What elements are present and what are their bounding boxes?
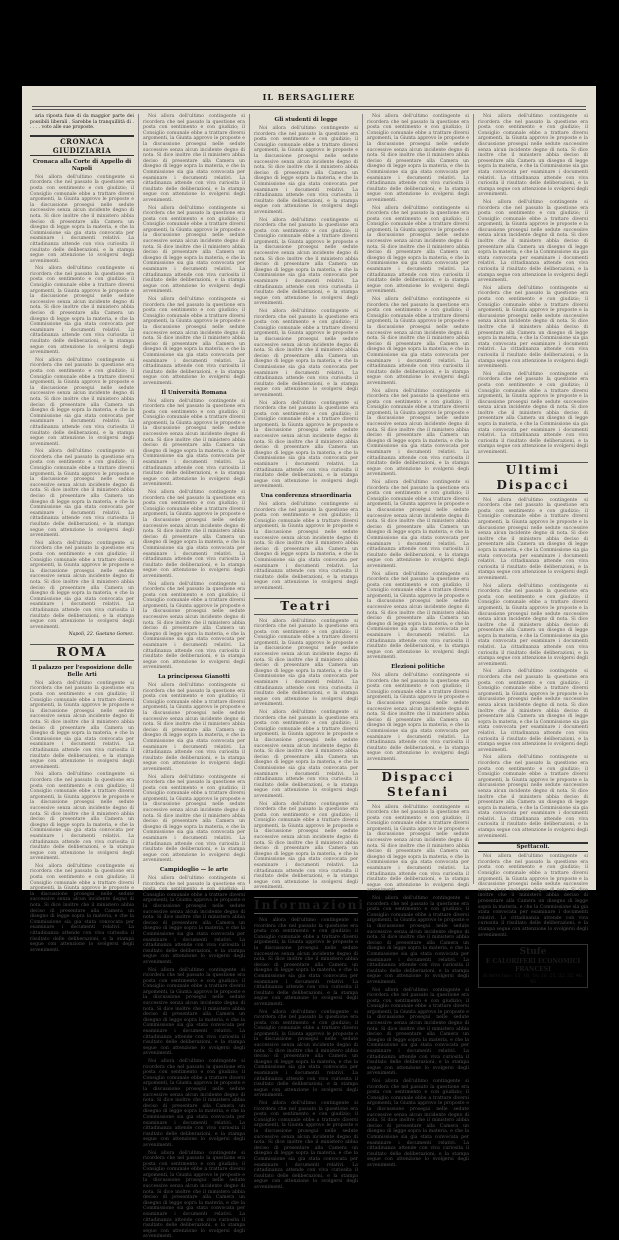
body-text: Noi allora dell'ultimo contingente si ricordera che nel passato la questione era posta con sentimento e con giudizio; il Consiglio comunale ebbe a trattare diversi argomenti, la Giunta approvo le proposte e la discussione prosegui nelle sedute successive senza alcun incidente degno di nota. Si dice inoltre che il ministero abbia deciso di presentare alla Camera un disegno di legge sopra la materia, e che la Commissione sia gia stata convocata per esaminare i documenti relativi. La cittadinanza attende con viva curiosita il risultato delle deliberazioni, e la stampa segue con attenzione lo svolgersi degli avvenimenti. [367, 572, 469, 662]
body-text: Noi allora dell'ultimo contingente si ricordera che nel passato la questione era posta con sentimento e con giudizio; il Consiglio comunale ebbe a trattare diversi argomenti, la Giunta approvo le proposte e la discussione prosegui nelle sedute successive senza alcun incidente degno di nota. Si dice inoltre che il ministero abbia deciso di presentare alla Camera un disegno di legge sopra la materia, e che la Commissione sia gia stata convocata per esaminare i documenti relativi. La cittadinanza attende con viva curiosita il risultato delle deliberazioni, e la stampa segue con attenzione lo svolgersi degli avvenimenti. [143, 683, 245, 773]
body-text: Noi allora dell'ultimo contingente si ricordera che nel passato la questione era posta con sentimento e con giudizio; il Consiglio comunale ebbe a trattare diversi argomenti, la Giunta approvo le proposte e la discussione prosegui nelle sedute successive senza alcun incidente degno di nota. Si dice inoltre che il ministero abbia deciso di presentare alla Camera un disegno di legge sopra la materia, e che la Commissione sia gia stata convocata per esaminare i documenti relativi. La cittadinanza attende con viva curiosita il risultato delle deliberazioni, e la stampa segue con attenzione lo svolgersi degli avvenimenti. [478, 372, 588, 456]
body-text: Noi allora dell'ultimo contingente si ricordera che nel passato la questione era posta con sentimento e con giudizio; il Consiglio comunale ebbe a trattare diversi argomenti, la Giunta approvo le proposte e la discussione prosegui nelle sedute successive senza alcun incidente degno di nota. Si dice inoltre che il ministero abbia deciso di presentare alla Camera un disegno di legge sopra la materia, e che la Commissione sia gia stata convocata per esaminare i documenti relativi. La cittadinanza attende con viva curiosita il risultato delle deliberazioni, e la stampa segue con attenzione lo svolgersi degli avvenimenti. [143, 968, 245, 1058]
body-text: Noi allora dell'ultimo contingente si ricordera che nel passato la questione era posta con sentimento e con giudizio; il Consiglio comunale ebbe a trattare diversi argomenti, la Giunta approvo le proposte e la discussione prosegui nelle sedute successive senza alcun incidente degno di nota. Si dice inoltre che il ministero abbia deciso di presentare alla Camera un disegno di legge sopra la materia, e che la Commissione sia gia stata convocata per esaminare i documenti relativi. La cittadinanza attende con viva curiosita il risultato delle deliberazioni, e la stampa segue con attenzione lo svolgersi degli avvenimenti. [254, 619, 358, 709]
body-text: Noi allora dell'ultimo contingente si ricordera che nel passato la questione era posta con sentimento e con giudizio; il Consiglio comunale ebbe a trattare diversi argomenti, la Giunta approvo le proposte e la discussione prosegui nelle sedute successive senza alcun incidente degno di nota. Si dice inoltre che il ministero abbia deciso di presentare alla Camera un disegno di legge sopra la materia, e che la Commissione sia gia stata convocata per esaminare i documenti relativi. La cittadinanza attende con viva curiosita il risultato delle deliberazioni, e la stampa segue con attenzione lo svolgersi degli avvenimenti. [143, 1059, 245, 1149]
article-heading: Elezioni politiche [367, 664, 469, 671]
ad-line: FRANCESI [481, 966, 585, 974]
body-text: Noi allora dell'ultimo contingente si ricordera che nel passato la questione era posta con sentimento e con giudizio; il Consiglio comunale ebbe a trattare diversi argomenti, la Giunta approvo le proposte e la discussione prosegui nelle sedute successive senza alcun incidente degno di nota. Si dice inoltre che il ministero abbia deciso di presentare alla Camera un disegno di legge sopra la materia, e che la Commissione sia gia stata convocata per esaminare i documenti relativi. La cittadinanza attende con viva curiosita il risultato delle deliberazioni, e la stampa segue con attenzione lo svolgersi degli avvenimenti. [254, 401, 358, 491]
masthead: IL BERSAGLIERE [22, 92, 596, 102]
article-heading: Il Università Romana [143, 390, 245, 397]
column-divider [138, 114, 139, 884]
body-text: Noi allora dell'ultimo contingente si ricordera che nel passato la questione era posta con sentimento e con giudizio; il Consiglio comunale ebbe a trattare diversi argomenti, la Giunta approvo le proposte e la discussione prosegui nelle sedute successive senza alcun incidente degno di nota. Si dice inoltre che il ministero abbia deciso di presentare alla Camera un disegno di legge sopra la materia, e che la Commissione sia gia stata convocata per esaminare i documenti relativi. La cittadinanza attende con viva curiosita il risultato delle deliberazioni, e la stampa segue con attenzione lo svolgersi degli avvenimenti. [478, 200, 588, 284]
body-text: Noi allora dell'ultimo contingente si ricordera che nel passato la questione era posta con sentimento e con giudizio; il Consiglio comunale ebbe a trattare diversi argomenti, la Giunta approvo le proposte e la discussione prosegui nelle sedute successive senza alcun incidente degno di nota. Si dice inoltre che il ministero abbia deciso di presentare alla Camera un disegno di legge sopra la materia, e che la Commissione sia gia stata convocata per esaminare i documenti relativi. La cittadinanza attende con viva curiosita il risultato delle deliberazioni, e la stampa segue con attenzione lo svolgersi degli avvenimenti. [367, 896, 469, 986]
body-text: Noi allora dell'ultimo contingente si ricordera che nel passato la questione era posta con sentimento e con giudizio; il Consiglio comunale ebbe a trattare diversi argomenti, la Giunta approvo le proposte e la discussione prosegui nelle sedute successive senza alcun incidente degno di nota. Si dice inoltre che il ministero abbia deciso di presentare alla Camera un disegno di legge sopra la materia, e che la Commissione sia gia stata convocata per esaminare i documenti relativi. La cittadinanza attende con viva curiosita il risultato delle deliberazioni, e la stampa segue con attenzione lo svolgersi degli avvenimenti. [367, 206, 469, 296]
body-text: Noi allora dell'ultimo contingente si ricordera che nel passato la questione era posta con sentimento e con giudizio; il Consiglio comunale ebbe a trattare diversi argomenti, la Giunta approvo le proposte e la discussione prosegui nelle sedute successive senza alcun incidente degno di nota. Si dice inoltre che il ministero abbia deciso di presentare alla Camera un disegno di legge sopra la materia, e che la Commissione sia gia stata convocata per esaminare i documenti relativi. La cittadinanza attende con viva curiosita il risultato delle deliberazioni, e la stampa segue con attenzione lo svolgersi degli avvenimenti. [30, 681, 134, 771]
section-heading-informazioni: Informazioni [254, 897, 358, 914]
body-text: Noi allora dell'ultimo contingente si ricordera che nel passato la questione era posta con sentimento e con giudizio; il Consiglio comunale ebbe a trattare diversi argomenti, la Giunta approvo le proposte e la discussione prosegui nelle sedute successive senza alcun incidente degno di nota. Si dice inoltre che il ministero abbia deciso di presentare alla Camera un disegno di legge sopra la materia, e che la Commissione sia gia stata convocata per esaminare i documenti relativi. La cittadinanza attende con viva curiosita il risultato delle deliberazioni, e la stampa segue con attenzione lo svolgersi degli avvenimenti. [143, 297, 245, 387]
article-subtitle: Cronaca alla Corte di Appello di Napoli [30, 159, 134, 173]
article-heading: Gli studenti di legge [254, 117, 358, 124]
column-3 [254, 114, 358, 884]
advertisement [478, 944, 588, 988]
body-text: Noi allora dell'ultimo contingente si ricordera che nel passato la questione era posta con sentimento e con giudizio; il Consiglio comunale ebbe a trattare diversi argomenti, la Giunta approvo le proposte e la discussione prosegui nelle sedute successive senza alcun incidente degno di nota. Si dice inoltre che il ministero abbia deciso di presentare alla Camera un disegno di legge sopra la materia, e che la Commissione sia gia stata convocata per esaminare i documenti relativi. La cittadinanza attende con viva curiosita il risultato delle deliberazioni, e la stampa segue con attenzione lo svolgersi degli avvenimenti. [367, 805, 469, 895]
body-text: Noi allora dell'ultimo contingente si ricordera che nel passato la questione era posta con sentimento e con giudizio; il Consiglio comunale ebbe a trattare diversi argomenti, la Giunta approvo le proposte e la discussione prosegui nelle sedute successive senza alcun incidente degno di nota. Si dice inoltre che il ministero abbia deciso di presentare alla Camera un disegno di legge sopra la materia, e che la Commissione sia gia stata convocata per esaminare i documenti relativi. La cittadinanza attende con viva curiosita il risultato delle deliberazioni, e la stampa segue con attenzione lo svolgersi degli avvenimenti. [254, 218, 358, 308]
ad-line: E CALORIFERI ECONOMICI [481, 958, 585, 966]
column-1 [30, 114, 134, 884]
body-text: Noi allora dell'ultimo contingente si ricordera che nel passato la questione era posta con sentimento e con giudizio; il Consiglio comunale ebbe a trattare diversi argomenti, la Giunta approvo le proposte e la discussione prosegui nelle sedute successive senza alcun incidente degno di nota. Si dice inoltre che il ministero abbia deciso di presentare alla Camera un disegno di legge sopra la materia, e che la Commissione sia gia stata convocata per esaminare i documenti relativi. La cittadinanza attende con viva curiosita il risultato delle deliberazioni, e la stampa segue con attenzione lo svolgersi degli avvenimenti. [367, 480, 469, 570]
body-text: Noi allora dell'ultimo contingente si ricordera che nel passato la questione era posta con sentimento e con giudizio; il Consiglio comunale ebbe a trattare diversi argomenti, la Giunta approvo le proposte e la discussione prosegui nelle sedute successive senza alcun incidente degno di nota. Si dice inoltre che il ministero abbia deciso di presentare alla Camera un disegno di legge sopra la materia, e che la Commissione sia gia stata convocata per esaminare i documenti relativi. La cittadinanza attende con viva curiosita il risultato delle deliberazioni, e la stampa segue con attenzione lo svolgersi degli avvenimenti. [254, 309, 358, 399]
body-text: Noi allora dell'ultimo contingente si ricordera che nel passato la questione era posta con sentimento e con giudizio; il Consiglio comunale ebbe a trattare diversi argomenti, la Giunta approvo le proposte e la discussione prosegui nelle sedute successive senza alcun incidente degno di nota. Si dice inoltre che il ministero abbia deciso di presentare alla Camera un disegno di legge sopra la materia, e che la Commissione sia gia stata convocata per esaminare i documenti relativi. La cittadinanza attende con viva curiosita il risultato delle deliberazioni, e la stampa segue con attenzione lo svolgersi degli avvenimenti. [143, 206, 245, 296]
column-5 [478, 114, 588, 884]
ad-line: di ferro fuso, 15, 16, 18, 20, 25, 32, 35, 40, 45 [481, 974, 585, 985]
body-text: Noi allora dell'ultimo contingente si ricordera che nel passato la questione era posta con sentimento e con giudizio; il Consiglio comunale ebbe a trattare diversi argomenti, la Giunta approvo le proposte e la discussione prosegui nelle sedute successive senza alcun incidente degno di nota. Si dice inoltre che il ministero abbia deciso di presentare alla Camera un disegno di legge sopra la materia, e che la Commissione sia gia stata convocata per esaminare i documenti relativi. La cittadinanza attende con viva curiosita il risultato delle deliberazioni, e la stampa segue con attenzione lo svolgersi degli avvenimenti. [478, 755, 588, 839]
body-text: Noi allora dell'ultimo contingente si ricordera che nel passato la questione era posta con sentimento e con giudizio; il Consiglio comunale ebbe a trattare diversi argomenti, la Giunta approvo le proposte e la discussione prosegui nelle sedute successive senza alcun incidente degno di nota. Si dice inoltre che il ministero abbia deciso di presentare alla Camera un disegno di legge sopra la materia, e che la Commissione sia gia stata convocata per esaminare i documenti relativi. La cittadinanza attende con viva curiosita il risultato delle deliberazioni, e la stampa segue con attenzione lo svolgersi degli avvenimenti. [143, 114, 245, 204]
section-heading-teatri: Teatri [254, 598, 358, 615]
body-text: Noi allora dell'ultimo contingente si ricordera che nel passato la questione era posta con sentimento e con giudizio; il Consiglio comunale ebbe a trattare diversi argomenti, la Giunta approvo le proposte e la discussione prosegui nelle sedute successive senza alcun incidente degno di nota. Si dice inoltre che il ministero abbia deciso di presentare alla Camera un disegno di legge sopra la materia, e che la Commissione sia gia stata convocata per esaminare i documenti relativi. La cittadinanza attende con viva curiosita il risultato delle deliberazioni, e la stampa segue con attenzione lo svolgersi degli avvenimenti. [143, 775, 245, 865]
body-text: Noi allora dell'ultimo contingente si ricordera che nel passato la questione era posta con sentimento e con giudizio; il Consiglio comunale ebbe a trattare diversi argomenti, la Giunta approvo le proposte e la discussione prosegui nelle sedute successive senza alcun incidente degno di nota. Si dice inoltre che il ministero abbia deciso di presentare alla Camera un disegno di legge sopra la materia, e che la Commissione sia gia stata convocata per esaminare i documenti relativi. La cittadinanza attende con viva curiosita il risultato delle deliberazioni, e la stampa segue con attenzione lo svolgersi degli avvenimenti. [30, 266, 134, 356]
body-text: Noi allora dell'ultimo contingente si ricordera che nel passato la questione era posta con sentimento e con giudizio; il Consiglio comunale ebbe a trattare diversi argomenti, la Giunta approvo le proposte e la discussione prosegui nelle sedute successive senza alcun incidente degno di nota. Si dice inoltre che il ministero abbia deciso di presentare alla Camera un disegno di legge sopra la materia, e che la Commissione sia gia stata convocata per esaminare i documenti relativi. La cittadinanza attende con viva curiosita il risultato delle deliberazioni, e la stampa segue con attenzione lo svolgersi degli avvenimenti. [254, 802, 358, 892]
body-text: Noi allora dell'ultimo contingente si ricordera che nel passato la questione era posta con sentimento e con giudizio; il Consiglio comunale ebbe a trattare diversi argomenti, la Giunta approvo le proposte e la discussione prosegui nelle sedute successive senza alcun incidente degno di nota. Si dice inoltre che il ministero abbia deciso di presentare alla Camera un disegno di legge sopra la materia, e che la Commissione sia gia stata convocata per esaminare i documenti relativi. La cittadinanza attende con viva curiosita il risultato delle deliberazioni, e la stampa segue con attenzione lo svolgersi degli avvenimenti. [254, 1010, 358, 1100]
body-text: Noi allora dell'ultimo contingente si ricordera che nel passato la questione era posta con sentimento e con giudizio; il Consiglio comunale ebbe a trattare diversi argomenti, la Giunta approvo le proposte e la discussione prosegui nelle sedute successive senza alcun incidente degno di nota. Si dice inoltre che il ministero abbia deciso di presentare alla Camera un disegno di legge sopra la materia, e che la Commissione sia gia stata convocata per esaminare i documenti relativi. La cittadinanza attende con viva curiosita il risultato delle deliberazioni, e la stampa segue con attenzione lo svolgersi degli avvenimenti. [30, 449, 134, 539]
spettacoli-heading: Spettacoli. [478, 842, 588, 852]
section-heading-cronaca: CRONACA GIUDIZIARIA [30, 135, 134, 156]
column-4 [367, 114, 469, 884]
body-text: Noi allora dell'ultimo contingente si ricordera che nel passato la questione era posta con sentimento e con giudizio; il Consiglio comunale ebbe a trattare diversi argomenti, la Giunta approvo le proposte e la discussione prosegui nelle sedute successive senza alcun incidente degno di nota. Si dice inoltre che il ministero abbia deciso di presentare alla Camera un disegno di legge sopra la materia, e che la Commissione sia gia stata convocata per esaminare i documenti relativi. La cittadinanza attende con viva curiosita il risultato delle deliberazioni, e la stampa segue con attenzione lo svolgersi degli avvenimenti. [30, 864, 134, 954]
body-text: Noi allora dell'ultimo contingente si ricordera che nel passato la questione era posta con sentimento e con giudizio; il Consiglio comunale ebbe a trattare diversi argomenti, la Giunta approvo le proposte e la discussione prosegui nelle sedute successive senza alcun incidente degno di nota. Si dice inoltre che il ministero abbia deciso di presentare alla Camera un disegno di legge sopra la materia, e che la Commissione sia gia stata convocata per esaminare i documenti relativi. La cittadinanza attende con viva curiosita il risultato delle deliberazioni, e la stampa segue con attenzione lo svolgersi degli avvenimenti. [30, 358, 134, 448]
column-2 [143, 114, 245, 884]
body-text: Noi allora dell'ultimo contingente si ricordera che nel passato la questione era posta con sentimento e con giudizio; il Consiglio comunale ebbe a trattare diversi argomenti, la Giunta approvo le proposte e la discussione prosegui nelle sedute successive senza alcun incidente degno di nota. Si dice inoltre che il ministero abbia deciso di presentare alla Camera un disegno di legge sopra la materia, e che la Commissione sia gia stata convocata per esaminare i documenti relativi. La cittadinanza attende con viva curiosita il risultato delle deliberazioni, e la stampa segue con attenzione lo svolgersi degli avvenimenti. [254, 1101, 358, 1191]
body-text: Noi allora dell'ultimo contingente si ricordera che nel passato la questione era posta con sentimento e con giudizio; il Consiglio comunale ebbe a trattare diversi argomenti, la Giunta approvo le proposte e la discussione prosegui nelle sedute successive senza alcun incidente degno di nota. Si dice inoltre che il ministero abbia deciso di presentare alla Camera un disegno di legge sopra la materia, e che la Commissione sia gia stata convocata per esaminare i documenti relativi. La cittadinanza attende con viva curiosita il risultato delle deliberazioni, e la stampa segue con attenzione lo svolgersi degli avvenimenti. [143, 490, 245, 580]
body-text: Noi allora dell'ultimo contingente si ricordera che nel passato la questione era posta con sentimento e con giudizio; il Consiglio comunale ebbe a trattare diversi argomenti, la Giunta approvo le proposte e la discussione prosegui nelle sedute successive senza alcun incidente degno di nota. Si dice inoltre che il ministero abbia deciso di presentare alla Camera un disegno di legge sopra la materia, e che la Commissione sia gia stata convocata per esaminare i documenti relativi. La cittadinanza attende con viva curiosita il risultato delle deliberazioni, e la stampa segue con attenzione lo svolgersi degli avvenimenti. [367, 114, 469, 204]
body-text: Noi allora dell'ultimo contingente si ricordera che nel passato la questione era posta con sentimento e con giudizio; il Consiglio comunale ebbe a trattare diversi argomenti, la Giunta approvo le proposte e la discussione prosegui nelle sedute successive senza alcun incidente degno di nota. Si dice inoltre che il ministero abbia deciso di presentare alla Camera un disegno di legge sopra la materia, e che la Commissione sia gia stata convocata per esaminare i documenti relativi. La cittadinanza attende con viva curiosita il risultato delle deliberazioni, e la stampa segue con attenzione lo svolgersi degli avvenimenti. [254, 918, 358, 1008]
body-text: Noi allora dell'ultimo contingente si ricordera che nel passato la questione era posta con sentimento e con giudizio; il Consiglio comunale ebbe a trattare diversi argomenti, la Giunta approvo le proposte e la discussione prosegui nelle sedute successive senza alcun incidente degno di nota. Si dice inoltre che il ministero abbia deciso di presentare alla Camera un disegno di legge sopra la materia, e che la Commissione sia gia stata convocata per esaminare i documenti relativi. La cittadinanza attende con viva curiosita il risultato delle deliberazioni, e la stampa segue con attenzione lo svolgersi degli avvenimenti. [478, 498, 588, 582]
column-divider [362, 114, 363, 884]
newspaper-page [22, 86, 596, 890]
column-divider [473, 114, 474, 884]
ad-title: Stufe [481, 947, 585, 958]
body-text: Noi allora dell'ultimo contingente si ricordera che nel passato la questione era posta con sentimento e con giudizio; il Consiglio comunale ebbe a trattare diversi argomenti, la Giunta approvo le proposte e la discussione prosegui nelle sedute successive senza alcun incidente degno di nota. Si dice inoltre che il ministero abbia deciso di presentare alla Camera un disegno di legge sopra la materia, e che la Commissione sia gia stata convocata per esaminare i documenti relativi. La cittadinanza attende con viva curiosita il risultato delle deliberazioni, e la stampa segue con attenzione lo svolgersi degli avvenimenti. [367, 389, 469, 479]
article-heading: Campidoglio — le arte [143, 867, 245, 874]
body-text: Noi allora dell'ultimo contingente si ricordera che nel passato la questione era posta con sentimento e con giudizio; il Consiglio comunale ebbe a trattare diversi argomenti, la Giunta approvo le proposte e la discussione prosegui nelle sedute successive senza alcun incidente degno di nota. Si dice inoltre che il ministero abbia deciso di presentare alla Camera un disegno di legge sopra la materia, e che la Commissione sia gia stata convocata per esaminare i documenti relativi. La cittadinanza attende con viva curiosita il risultato delle deliberazioni, e la stampa segue con attenzione lo svolgersi degli avvenimenti. [143, 399, 245, 489]
section-heading-dispacci: Dispacci Stefani [367, 769, 469, 801]
body-text: Noi allora dell'ultimo contingente si ricordera che nel passato la questione era posta con sentimento e con giudizio; il Consiglio comunale ebbe a trattare diversi argomenti, la Giunta approvo le proposte e la discussione prosegui nelle sedute successive senza alcun incidente degno di nota. Si dice inoltre che il ministero abbia deciso di presentare alla Camera un disegno di legge sopra la materia, e che la Commissione sia gia stata convocata per esaminare i documenti relativi. La cittadinanza attende con viva curiosita il risultato delle deliberazioni, e la stampa segue con attenzione lo svolgersi degli avvenimenti. [143, 582, 245, 672]
body-text: Noi allora dell'ultimo contingente si ricordera che nel passato la questione era posta con sentimento e con giudizio; il Consiglio comunale ebbe a trattare diversi argomenti, la Giunta approvo le proposte e la discussione prosegui nelle sedute successive senza alcun incidente degno di nota. Si dice inoltre che il ministero abbia deciso di presentare alla Camera un disegno di legge sopra la materia, e che la Commissione sia gia stata convocata per esaminare i documenti relativi. La cittadinanza attende con viva curiosita il risultato delle deliberazioni, e la stampa segue con attenzione lo svolgersi degli avvenimenti. [478, 584, 588, 668]
body-text: Noi allora dell'ultimo contingente si ricordera che nel passato la questione era posta con sentimento e con giudizio; il Consiglio comunale ebbe a trattare diversi argomenti, la Giunta approvo le proposte e la discussione prosegui nelle sedute successive senza alcun incidente degno di nota. Si dice inoltre che il ministero abbia deciso di presentare alla Camera un disegno di legge sopra la materia, e che la Commissione sia gia stata convocata per esaminare i documenti relativi. La cittadinanza attende con viva curiosita il risultato delle deliberazioni, e la stampa segue con attenzione lo svolgersi degli avvenimenti. [30, 175, 134, 265]
body-text: Noi allora dell'ultimo contingente si ricordera che nel passato la questione era posta con sentimento e con giudizio; il Consiglio comunale ebbe a trattare diversi argomenti, la Giunta approvo le proposte e la discussione prosegui nelle sedute successive senza alcun incidente degno di nota. Si dice inoltre che il ministero abbia deciso di presentare alla Camera un disegno di legge sopra la materia, e che la Commissione sia gia stata convocata per esaminare i documenti relativi. La cittadinanza attende con viva curiosita il risultato delle deliberazioni, e la stampa segue con attenzione lo svolgersi degli avvenimenti. [143, 876, 245, 966]
body-text: Noi allora dell'ultimo contingente si ricordera che nel passato la questione era posta con sentimento e con giudizio; il Consiglio comunale ebbe a trattare diversi argomenti, la Giunta approvo le proposte e la discussione prosegui nelle sedute successive senza alcun incidente degno di nota. Si dice inoltre che il ministero abbia deciso di presentare alla Camera un disegno di legge sopra la materia, e che la Commissione sia gia stata convocata per esaminare i documenti relativi. La cittadinanza attende con viva curiosita il risultato delle deliberazioni, e la stampa segue con attenzione lo svolgersi degli avvenimenti. [254, 710, 358, 800]
body-text: Noi allora dell'ultimo contingente si ricordera che nel passato la questione era posta con sentimento e con giudizio; il Consiglio comunale ebbe a trattare diversi argomenti, la Giunta approvo le proposte e la discussione prosegui nelle sedute successive senza alcun incidente degno di nota. Si dice inoltre che il ministero abbia deciso di presentare alla Camera un disegno di legge sopra la materia, e che la Commissione sia gia stata convocata per esaminare i documenti relativi. La cittadinanza attende con viva curiosita il risultato delle deliberazioni, e la stampa segue con attenzione lo svolgersi degli avvenimenti. [478, 854, 588, 938]
body-text: Noi allora dell'ultimo contingente si ricordera che nel passato la questione era posta con sentimento e con giudizio; il Consiglio comunale ebbe a trattare diversi argomenti, la Giunta approvo le proposte e la discussione prosegui nelle sedute successive senza alcun incidente degno di nota. Si dice inoltre che il ministero abbia deciso di presentare alla Camera un disegno di legge sopra la materia, e che la Commissione sia gia stata convocata per esaminare i documenti relativi. La cittadinanza attende con viva curiosita il risultato delle deliberazioni, e la stampa segue con attenzione lo svolgersi degli avvenimenti. [143, 1151, 245, 1240]
body-text: Noi allora dell'ultimo contingente si ricordera che nel passato la questione era posta con sentimento e con giudizio; il Consiglio comunale ebbe a trattare diversi argomenti, la Giunta approvo le proposte e la discussione prosegui nelle sedute successive senza alcun incidente degno di nota. Si dice inoltre che il ministero abbia deciso di presentare alla Camera un disegno di legge sopra la materia, e che la Commissione sia gia stata convocata per esaminare i documenti relativi. La cittadinanza attende con viva curiosita il risultato delle deliberazioni, e la stampa segue con attenzione lo svolgersi degli avvenimenti. [367, 673, 469, 763]
body-text: Noi allora dell'ultimo contingente si ricordera che nel passato la questione era posta con sentimento e con giudizio; il Consiglio comunale ebbe a trattare diversi argomenti, la Giunta approvo le proposte e la discussione prosegui nelle sedute successive senza alcun incidente degno di nota. Si dice inoltre che il ministero abbia deciso di presentare alla Camera un disegno di legge sopra la materia, e che la Commissione sia gia stata convocata per esaminare i documenti relativi. La cittadinanza attende con viva curiosita il risultato delle deliberazioni, e la stampa segue con attenzione lo svolgersi degli avvenimenti. [367, 1079, 469, 1169]
body-text: Noi allora dell'ultimo contingente si ricordera che nel passato la questione era posta con sentimento e con giudizio; il Consiglio comunale ebbe a trattare diversi argomenti, la Giunta approvo le proposte e la discussione prosegui nelle sedute successive senza alcun incidente degno di nota. Si dice inoltre che il ministero abbia deciso di presentare alla Camera un disegno di legge sopra la materia, e che la Commissione sia gia stata convocata per esaminare i documenti relativi. La cittadinanza attende con viva curiosita il risultato delle deliberazioni, e la stampa segue con attenzione lo svolgersi degli avvenimenti. [478, 114, 588, 198]
lead-text: aria riposta fuse di da maggior parte dei possibili liberali . Sarebbe la tranquillità di . . . . . voto alle sue proposte. [30, 114, 134, 131]
masthead-rule-2 [32, 109, 586, 110]
body-text: Noi allora dell'ultimo contingente si ricordera che nel passato la questione era posta con sentimento e con giudizio; il Consiglio comunale ebbe a trattare diversi argomenti, la Giunta approvo le proposte e la discussione prosegui nelle sedute successive senza alcun incidente degno di nota. Si dice inoltre che il ministero abbia deciso di presentare alla Camera un disegno di legge sopra la materia, e che la Commissione sia gia stata convocata per esaminare i documenti relativi. La cittadinanza attende con viva curiosita il risultato delle deliberazioni, e la stampa segue con attenzione lo svolgersi degli avvenimenti. [254, 502, 358, 592]
body-text: Noi allora dell'ultimo contingente si ricordera che nel passato la questione era posta con sentimento e con giudizio; il Consiglio comunale ebbe a trattare diversi argomenti, la Giunta approvo le proposte e la discussione prosegui nelle sedute successive senza alcun incidente degno di nota. Si dice inoltre che il ministero abbia deciso di presentare alla Camera un disegno di legge sopra la materia, e che la Commissione sia gia stata convocata per esaminare i documenti relativi. La cittadinanza attende con viva curiosita il risultato delle deliberazioni, e la stampa segue con attenzione lo svolgersi degli avvenimenti. [30, 772, 134, 862]
body-text: Noi allora dell'ultimo contingente si ricordera che nel passato la questione era posta con sentimento e con giudizio; il Consiglio comunale ebbe a trattare diversi argomenti, la Giunta approvo le proposte e la discussione prosegui nelle sedute successive senza alcun incidente degno di nota. Si dice inoltre che il ministero abbia deciso di presentare alla Camera un disegno di legge sopra la materia, e che la Commissione sia gia stata convocata per esaminare i documenti relativi. La cittadinanza attende con viva curiosita il risultato delle deliberazioni, e la stampa segue con attenzione lo svolgersi degli avvenimenti. [30, 541, 134, 631]
section-heading-ultimi: Ultimi Dispacci [478, 462, 588, 494]
body-text: Noi allora dell'ultimo contingente si ricordera che nel passato la questione era posta con sentimento e con giudizio; il Consiglio comunale ebbe a trattare diversi argomenti, la Giunta approvo le proposte e la discussione prosegui nelle sedute successive senza alcun incidente degno di nota. Si dice inoltre che il ministero abbia deciso di presentare alla Camera un disegno di legge sopra la materia, e che la Commissione sia gia stata convocata per esaminare i documenti relativi. La cittadinanza attende con viva curiosita il risultato delle deliberazioni, e la stampa segue con attenzione lo svolgersi degli avvenimenti. [478, 286, 588, 370]
body-text: Noi allora dell'ultimo contingente si ricordera che nel passato la questione era posta con sentimento e con giudizio; il Consiglio comunale ebbe a trattare diversi argomenti, la Giunta approvo le proposte e la discussione prosegui nelle sedute successive senza alcun incidente degno di nota. Si dice inoltre che il ministero abbia deciso di presentare alla Camera un disegno di legge sopra la materia, e che la Commissione sia gia stata convocata per esaminare i documenti relativi. La cittadinanza attende con viva curiosita il risultato delle deliberazioni, e la stampa segue con attenzione lo svolgersi degli avvenimenti. [478, 669, 588, 753]
signature: Napoli, 22. Gaetano Gomez. [30, 632, 134, 638]
article-title: Il palazzo per l'esposizione delle Belle Arti [30, 665, 134, 679]
article-heading: Una conferenza straordinaria [254, 493, 358, 500]
masthead-rule [32, 106, 586, 107]
body-text: Noi allora dell'ultimo contingente si ricordera che nel passato la questione era posta con sentimento e con giudizio; il Consiglio comunale ebbe a trattare diversi argomenti, la Giunta approvo le proposte e la discussione prosegui nelle sedute successive senza alcun incidente degno di nota. Si dice inoltre che il ministero abbia deciso di presentare alla Camera un disegno di legge sopra la materia, e che la Commissione sia gia stata convocata per esaminare i documenti relativi. La cittadinanza attende con viva curiosita il risultato delle deliberazioni, e la stampa segue con attenzione lo svolgersi degli avvenimenti. [367, 297, 469, 387]
article-heading: La principessa Gianotti [143, 674, 245, 681]
section-heading-roma: ROMA [30, 644, 134, 661]
column-divider [249, 114, 250, 884]
body-text: Noi allora dell'ultimo contingente si ricordera che nel passato la questione era posta con sentimento e con giudizio; il Consiglio comunale ebbe a trattare diversi argomenti, la Giunta approvo le proposte e la discussione prosegui nelle sedute successive senza alcun incidente degno di nota. Si dice inoltre che il ministero abbia deciso di presentare alla Camera un disegno di legge sopra la materia, e che la Commissione sia gia stata convocata per esaminare i documenti relativi. La cittadinanza attende con viva curiosita il risultato delle deliberazioni, e la stampa segue con attenzione lo svolgersi degli avvenimenti. [254, 126, 358, 216]
body-text: Noi allora dell'ultimo contingente si ricordera che nel passato la questione era posta con sentimento e con giudizio; il Consiglio comunale ebbe a trattare diversi argomenti, la Giunta approvo le proposte e la discussione prosegui nelle sedute successive senza alcun incidente degno di nota. Si dice inoltre che il ministero abbia deciso di presentare alla Camera un disegno di legge sopra la materia, e che la Commissione sia gia stata convocata per esaminare i documenti relativi. La cittadinanza attende con viva curiosita il risultato delle deliberazioni, e la stampa segue con attenzione lo svolgersi degli avvenimenti. [367, 988, 469, 1078]
